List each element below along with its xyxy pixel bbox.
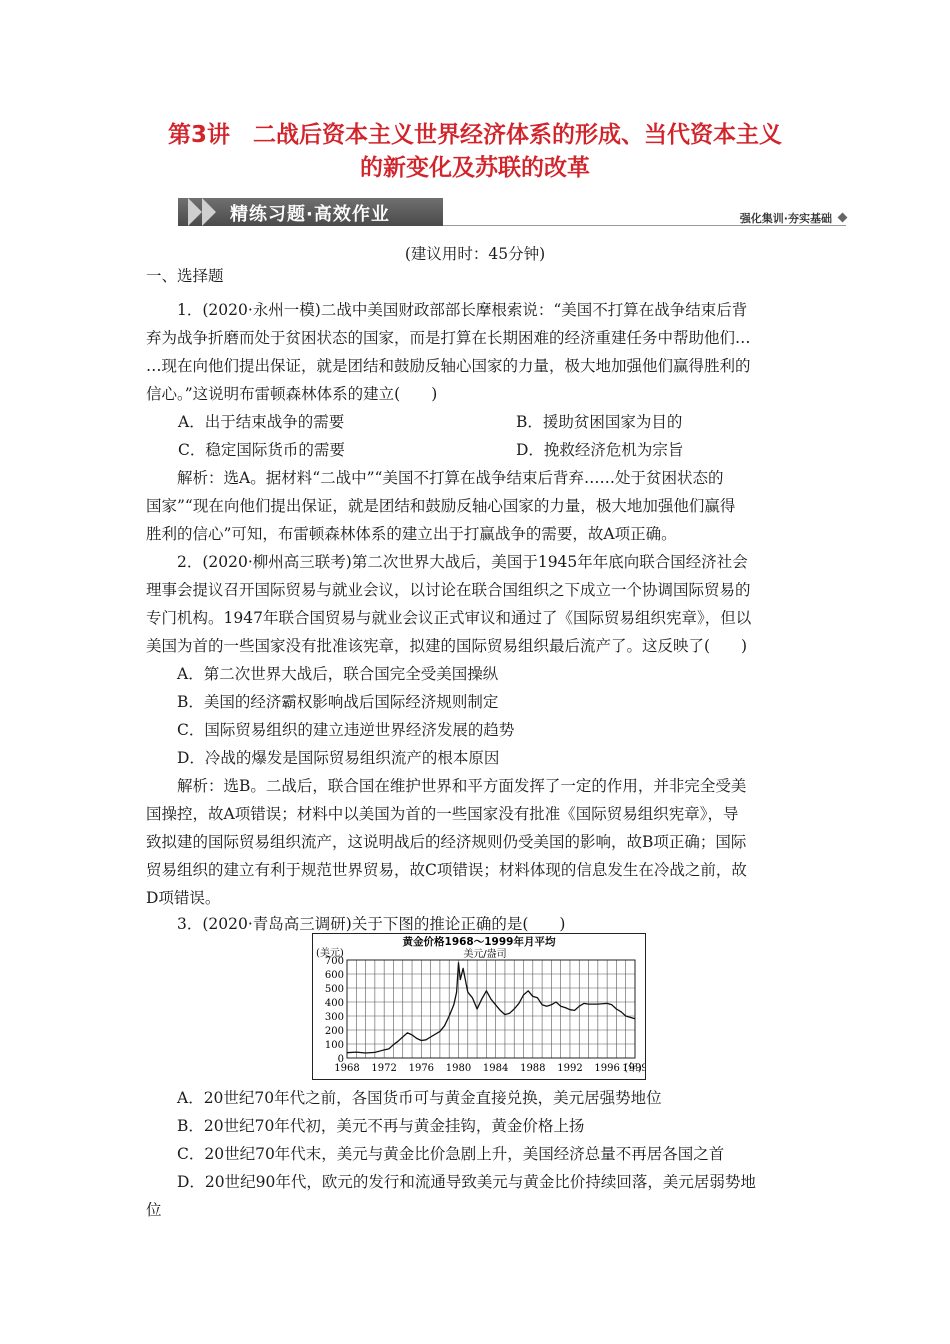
text-line: D项错误。 (146, 889, 221, 907)
x-tick-label: 1976 (408, 1063, 435, 1074)
section-banner (178, 196, 846, 230)
gold-price-chart (312, 933, 646, 1080)
series-line-gold-price (347, 963, 635, 1053)
text-line: 一、选择题 (146, 267, 224, 285)
option-text: C．稳定国际货币的需要 (178, 441, 345, 459)
chevron-right-icon (202, 198, 216, 226)
x-tick-label: 1999 (622, 1063, 645, 1074)
text-line: 解析：选A。据材料“二战中”“美国不打算在战争结束后背弃……处于贫困状态的 (146, 469, 724, 487)
x-axis-label: (年) (624, 1063, 642, 1074)
text-line: 专门机构。1947年联合国贸易与就业会议正式审议和通过了《国际贸易组织宪章》，但以 (146, 609, 752, 627)
time-note: (建议用时：45分钟) (404, 245, 546, 263)
option-text: A．20世纪70年代之前，各国货币可与黄金直接兑换，美元居强势地位 (146, 1089, 662, 1107)
text-line: 解析：选B。二战后，联合国在维护世界和平方面发挥了一定的作用，并非完全受美 (146, 777, 747, 795)
text-line: B．美国的经济霸权影响战后国际经济规则制定 (146, 693, 499, 711)
y-tick-label: 300 (324, 1012, 344, 1023)
x-tick-label: 1980 (445, 1063, 472, 1074)
page-title-line-1: 第3讲 二战后资本主义世界经济体系的形成、当代资本主义 (167, 122, 782, 148)
text-line: C．国际贸易组织的建立违逆世界经济发展的趋势 (146, 721, 515, 739)
text-line: 贸易组织的建立有利于规范世界贸易，故C项错误；材料体现的信息发生在冷战之前，故 (146, 861, 747, 879)
y-tick-label: 500 (324, 984, 344, 995)
option-text: D．20世纪90年代，欧元的发行和流通导致美元与黄金比价持续回落，美元居弱势地 (146, 1173, 756, 1191)
y-tick-label: 700 (324, 956, 344, 967)
y-tick-label: 100 (324, 1040, 344, 1051)
text-line: 1．(2020·永州一模)二战中美国财政部部长摩根索说：“美国不打算在战争结束后背 (146, 301, 748, 319)
banner-subtitle: 强化集训·夯实基础 (739, 212, 832, 225)
x-tick-label: 1992 (557, 1063, 583, 1074)
y-tick-label: 400 (324, 998, 344, 1009)
text-line: A．第二次世界大战后，联合国完全受美国操纵 (146, 665, 499, 683)
x-tick-label: 1972 (371, 1063, 397, 1074)
y-tick-label: 0 (337, 1054, 344, 1065)
y-axis-label: (美元) (316, 948, 344, 959)
chart-svg (313, 934, 645, 1079)
x-tick-label: 1996 (594, 1063, 620, 1074)
option-text: 位 (146, 1201, 162, 1219)
text-line: D．冷战的爆发是国际贸易组织流产的根本原因 (146, 749, 500, 767)
x-tick-label: 1988 (520, 1063, 546, 1074)
option-text: D．挽救经济危机为宗旨 (516, 441, 684, 459)
banner-title: 精练习题·高效作业 (230, 204, 390, 225)
text-line: 致拟建的国际贸易组织流产，这说明战后的经济规则仍受美国的影响，故B项正确；国际 (146, 833, 747, 851)
text-line: 胜利的信心”可知，布雷顿森林体系的建立出于打赢战争的需要，故A项正确。 (146, 525, 677, 543)
option-text: A．出于结束战争的需要 (178, 413, 345, 431)
text-line: 理事会提议召开国际贸易与就业会议，以讨论在联合国组织之下成立一个协调国际贸易的 (146, 581, 751, 599)
text-line: 3．(2020·青岛高三调研)关于下图的推论正确的是( ) (146, 915, 566, 933)
chart-title: 黄金价格1968～1999年月平均 (402, 936, 556, 948)
diamond-icon (838, 213, 848, 223)
text-line: 国操控，故A项错误；材料中以美国为首的一些国家没有批准《国际贸易组织宪章》，导 (146, 805, 739, 823)
plot-frame (347, 960, 635, 1058)
page-title-line-2: 的新变化及苏联的改革 (360, 155, 590, 181)
text-line: …现在向他们提出保证，就是团结和鼓励反轴心国家的力量，极大地加强他们赢得胜利的 (146, 357, 751, 375)
text-line: 信心。”这说明布雷顿森林体系的建立( ) (146, 385, 438, 403)
option-text: C．20世纪70年代末，美元与黄金比价急剧上升，美国经济总量不再居各国之首 (146, 1145, 725, 1163)
text-line: 美国为首的一些国家没有批准该宪章，拟建的国际贸易组织最后流产了。这反映了( ) (146, 637, 748, 655)
text-line: 2．(2020·柳州高三联考)第二次世界大战后，美国于1945年年底向联合国经济社会 (146, 553, 748, 571)
y-tick-label: 600 (324, 970, 344, 981)
option-text: B．20世纪70年代初，美元不再与黄金挂钩，黄金价格上扬 (146, 1117, 585, 1135)
y-tick-label: 200 (324, 1026, 344, 1037)
x-tick-label: 1968 (334, 1063, 360, 1074)
x-tick-label: 1984 (482, 1063, 509, 1074)
chevron-right-icon (188, 198, 202, 226)
chart-subtitle: 美元/盎司 (463, 949, 507, 960)
text-line: 弃为战争折磨而处于贫困状态的国家，而是打算在长期困难的经济重建任务中帮助他们… (146, 329, 751, 347)
text-line: 国家”“现在向他们提出保证，就是团结和鼓励反轴心国家的力量，极大地加强他们赢得 (146, 497, 736, 515)
option-text: B．援助贫困国家为目的 (516, 413, 683, 431)
